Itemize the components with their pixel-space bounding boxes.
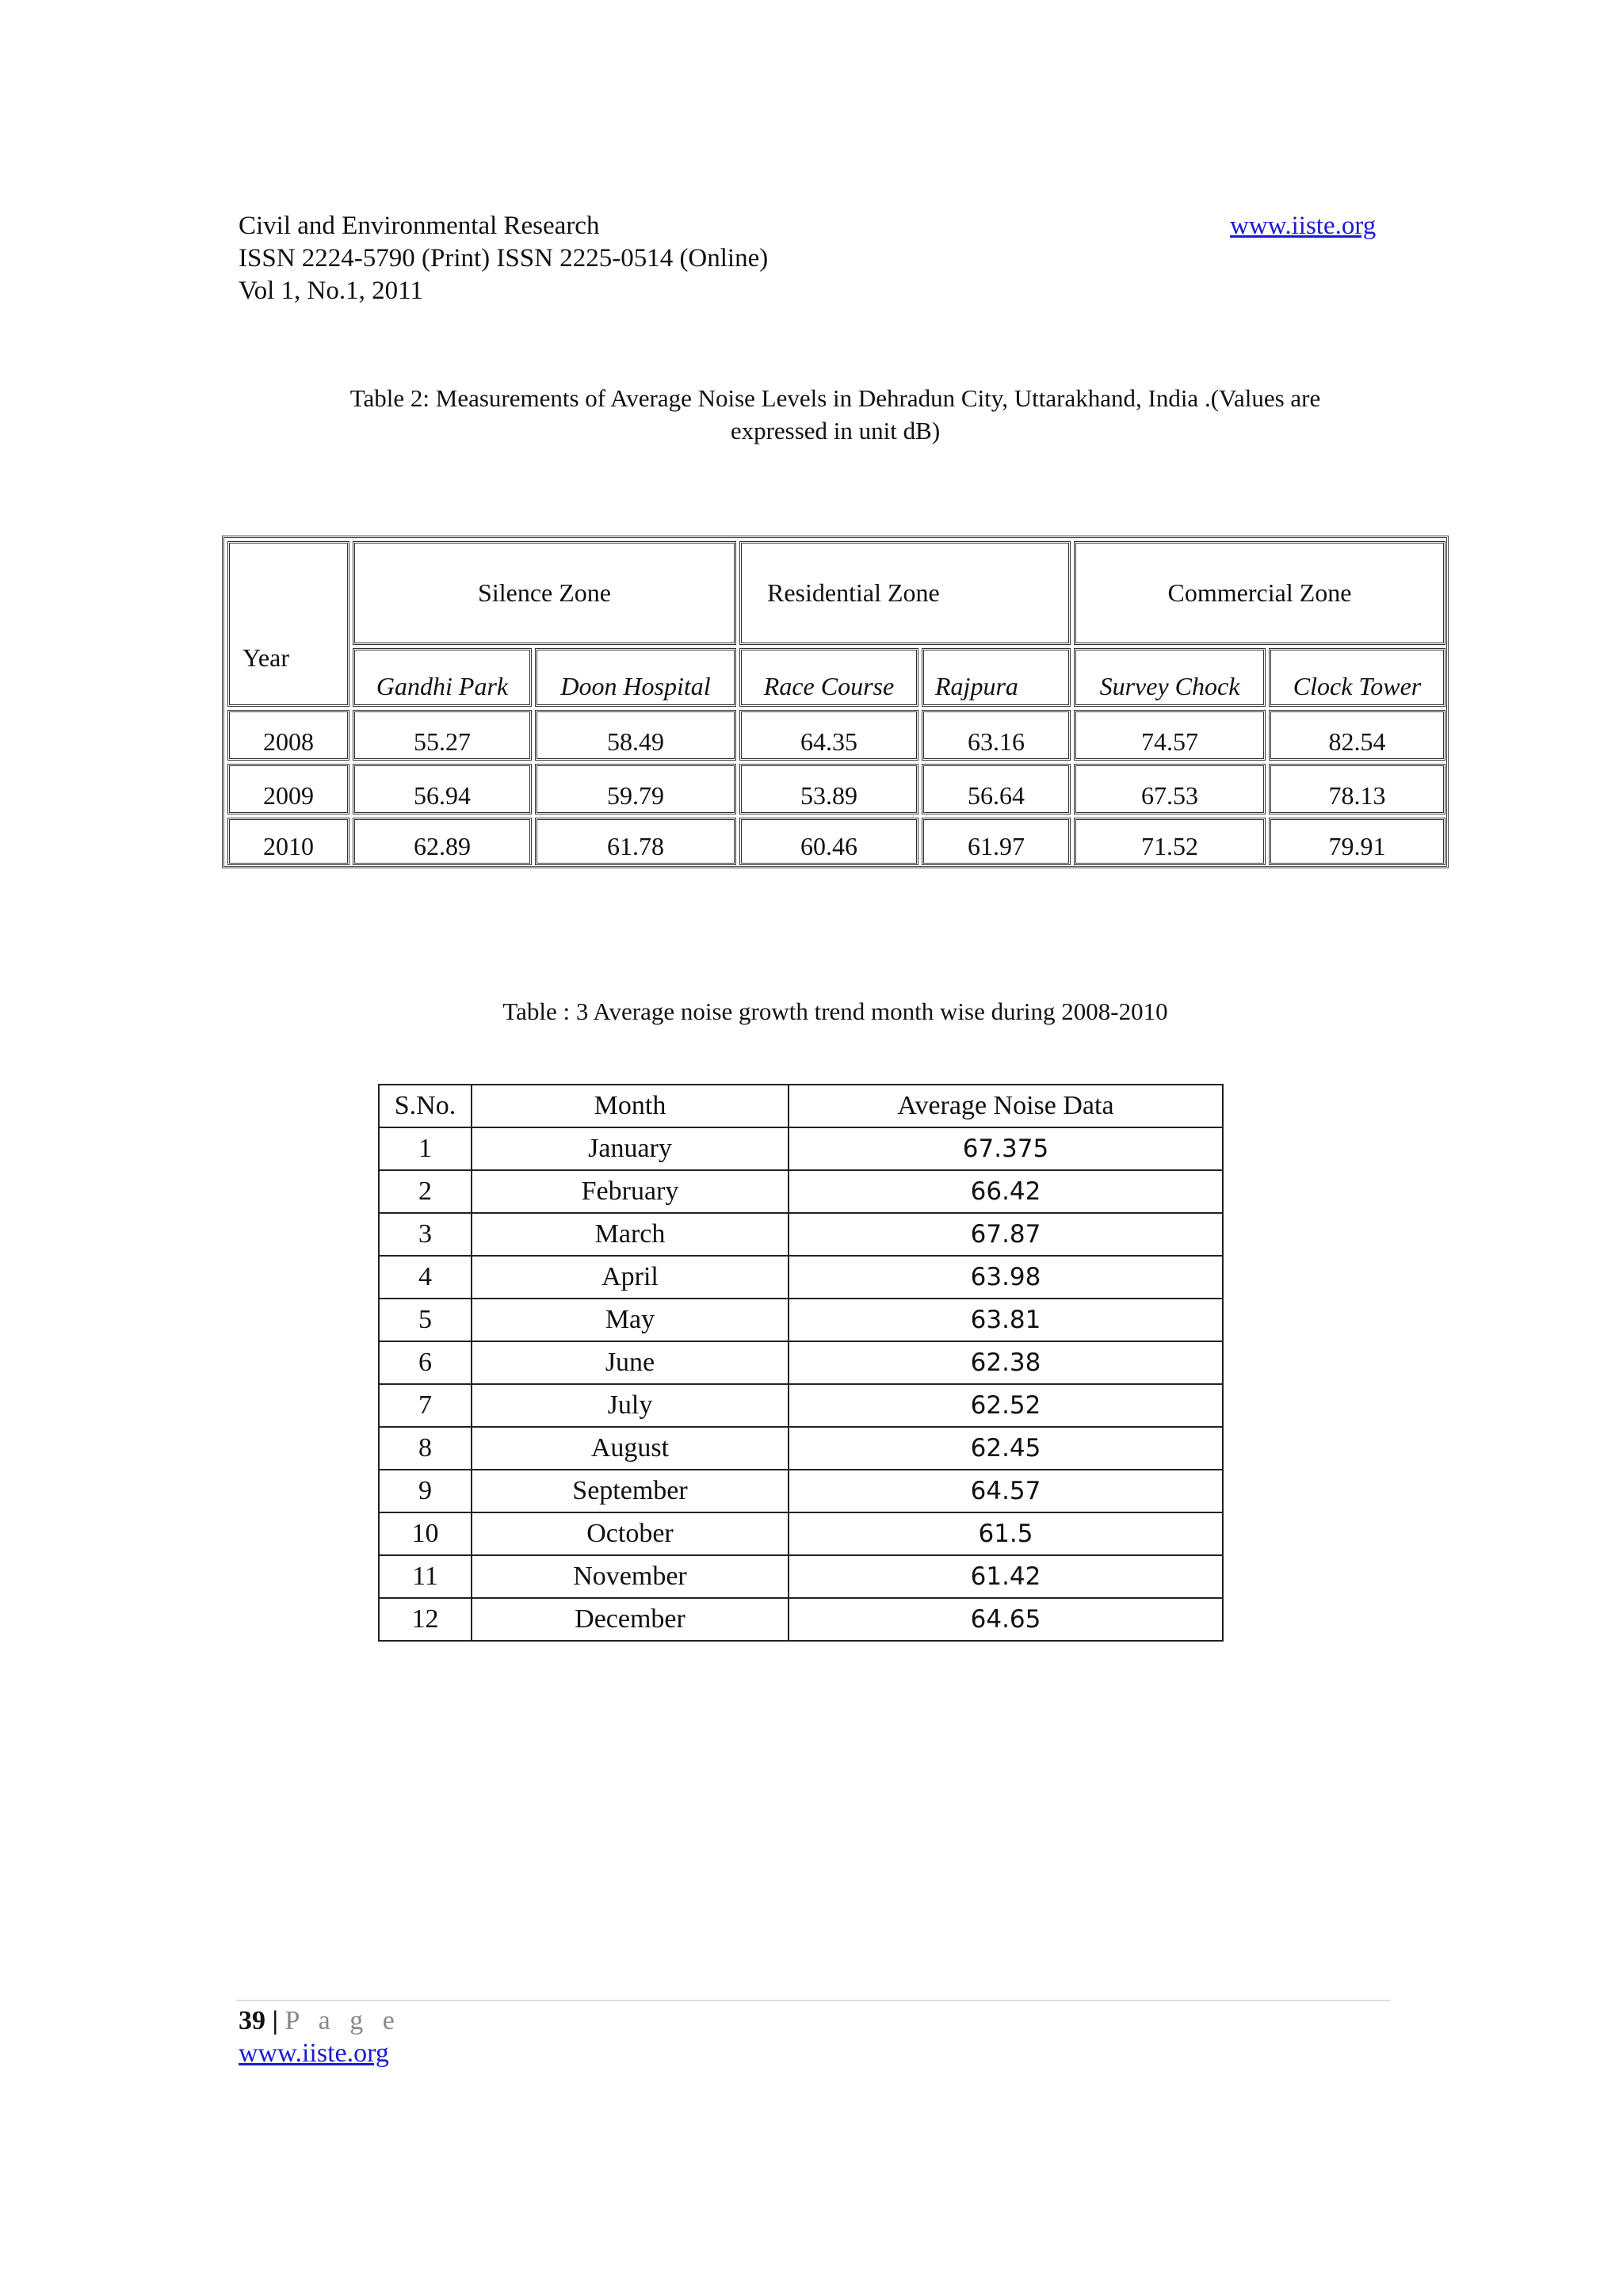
average-noise-cell: 62.38 <box>789 1341 1223 1384</box>
table-row <box>379 1256 1223 1299</box>
header-website-link[interactable]: www.iiste.org <box>1230 212 1377 240</box>
average-noise-cell: 62.52 <box>789 1384 1223 1427</box>
noise-value-cell: 67.53 <box>1074 764 1266 814</box>
noise-value-cell: 74.57 <box>1074 710 1266 761</box>
average-noise-header: Average Noise Data <box>789 1085 1223 1127</box>
volume-line: Vol 1, No.1, 2011 <box>239 277 423 305</box>
issn-line: ISSN 2224-5790 (Print) ISSN 2225-0514 (Online) <box>239 244 769 273</box>
average-noise-cell: 67.87 <box>789 1213 1223 1256</box>
noise-value-cell: 61.78 <box>535 818 736 865</box>
location-header: Doon Hospital <box>535 648 736 707</box>
noise-value-cell: 62.89 <box>353 818 532 865</box>
month-cell: March <box>472 1213 789 1256</box>
noise-value-cell: 60.46 <box>739 818 918 865</box>
table-row <box>379 1384 1223 1427</box>
table-row <box>379 1427 1223 1470</box>
average-noise-cell: 64.57 <box>789 1470 1223 1512</box>
noise-value-cell: 71.52 <box>1074 818 1266 865</box>
table-row <box>379 1555 1223 1598</box>
noise-value-cell: 58.49 <box>535 710 736 761</box>
average-noise-cell: 63.81 <box>789 1299 1223 1341</box>
noise-levels-table <box>222 536 1449 868</box>
location-header: Gandhi Park <box>353 648 532 707</box>
average-noise-cell: 62.45 <box>789 1427 1223 1470</box>
sno-cell: 5 <box>379 1299 472 1341</box>
month-header: Month <box>472 1085 789 1127</box>
journal-title: Civil and Environmental Research <box>239 212 600 240</box>
month-cell: September <box>472 1470 789 1512</box>
month-cell: February <box>472 1170 789 1213</box>
table-header-row <box>379 1085 1223 1127</box>
monthly-noise-table <box>378 1084 1224 1642</box>
table-row <box>379 1127 1223 1170</box>
year-header: Year <box>227 541 349 707</box>
footer-website-link[interactable]: www.iiste.org <box>239 2039 389 2068</box>
noise-value-cell: 79.91 <box>1269 818 1445 865</box>
table3-caption: Table : 3 Average noise growth trend month wise during 2008-2010 <box>502 997 1168 1025</box>
page-footer <box>239 2004 401 2038</box>
noise-value-cell: 61.97 <box>922 818 1071 865</box>
sno-cell: 9 <box>379 1470 472 1512</box>
average-noise-cell: 66.42 <box>789 1170 1223 1213</box>
sno-cell: 12 <box>379 1598 472 1641</box>
sno-cell: 1 <box>379 1127 472 1170</box>
table-row <box>379 1470 1223 1512</box>
noise-value-cell: 82.54 <box>1269 710 1445 761</box>
zone-header-silence: Silence Zone <box>353 541 736 645</box>
month-cell: August <box>472 1427 789 1470</box>
sno-cell: 11 <box>379 1555 472 1598</box>
location-header: Rajpura <box>922 648 1071 707</box>
zone-header-residential: Residential Zone <box>739 541 1071 645</box>
table-row <box>379 1170 1223 1213</box>
sno-cell: 3 <box>379 1213 472 1256</box>
page-separator: | <box>272 2006 278 2035</box>
location-header: Race Course <box>739 648 918 707</box>
average-noise-cell: 67.375 <box>789 1127 1223 1170</box>
table-row <box>379 1598 1223 1641</box>
noise-value-cell: 56.64 <box>922 764 1071 814</box>
month-cell: April <box>472 1256 789 1299</box>
average-noise-cell: 61.5 <box>789 1512 1223 1555</box>
noise-value-cell: 56.94 <box>353 764 532 814</box>
table-row <box>379 1341 1223 1384</box>
sno-header: S.No. <box>379 1085 472 1127</box>
average-noise-cell: 64.65 <box>789 1598 1223 1641</box>
month-cell: October <box>472 1512 789 1555</box>
noise-value-cell: 78.13 <box>1269 764 1445 814</box>
month-cell: January <box>472 1127 789 1170</box>
sno-cell: 7 <box>379 1384 472 1427</box>
table-row <box>379 1512 1223 1555</box>
footer-divider <box>236 2000 1390 2001</box>
noise-value-cell: 55.27 <box>353 710 532 761</box>
average-noise-cell: 63.98 <box>789 1256 1223 1299</box>
page-number: 39 <box>239 2006 265 2035</box>
average-noise-cell: 61.42 <box>789 1555 1223 1598</box>
noise-value-cell: 64.35 <box>739 710 918 761</box>
sno-cell: 2 <box>379 1170 472 1213</box>
sno-cell: 6 <box>379 1341 472 1384</box>
year-cell: 2008 <box>227 710 349 761</box>
page-word: P a g e <box>285 2006 401 2035</box>
year-cell: 2009 <box>227 764 349 814</box>
table-row <box>379 1299 1223 1341</box>
table2-caption-line1: Table 2: Measurements of Average Noise Levels in Dehradun City, Uttarakhand, India .(Values are <box>349 384 1321 412</box>
month-cell: July <box>472 1384 789 1427</box>
sno-cell: 10 <box>379 1512 472 1555</box>
year-cell: 2010 <box>227 818 349 865</box>
month-cell: June <box>472 1341 789 1384</box>
zone-header-commercial: Commercial Zone <box>1074 541 1445 645</box>
table2-caption-line2: expressed in unit dB) <box>730 417 941 444</box>
location-header: Survey Chock <box>1074 648 1266 707</box>
month-cell: December <box>472 1598 789 1641</box>
month-cell: November <box>472 1555 789 1598</box>
noise-value-cell: 63.16 <box>922 710 1071 761</box>
sno-cell: 8 <box>379 1427 472 1470</box>
noise-value-cell: 59.79 <box>535 764 736 814</box>
location-header: Clock Tower <box>1269 648 1445 707</box>
noise-value-cell: 53.89 <box>739 764 918 814</box>
sno-cell: 4 <box>379 1256 472 1299</box>
month-cell: May <box>472 1299 789 1341</box>
table-row <box>379 1213 1223 1256</box>
